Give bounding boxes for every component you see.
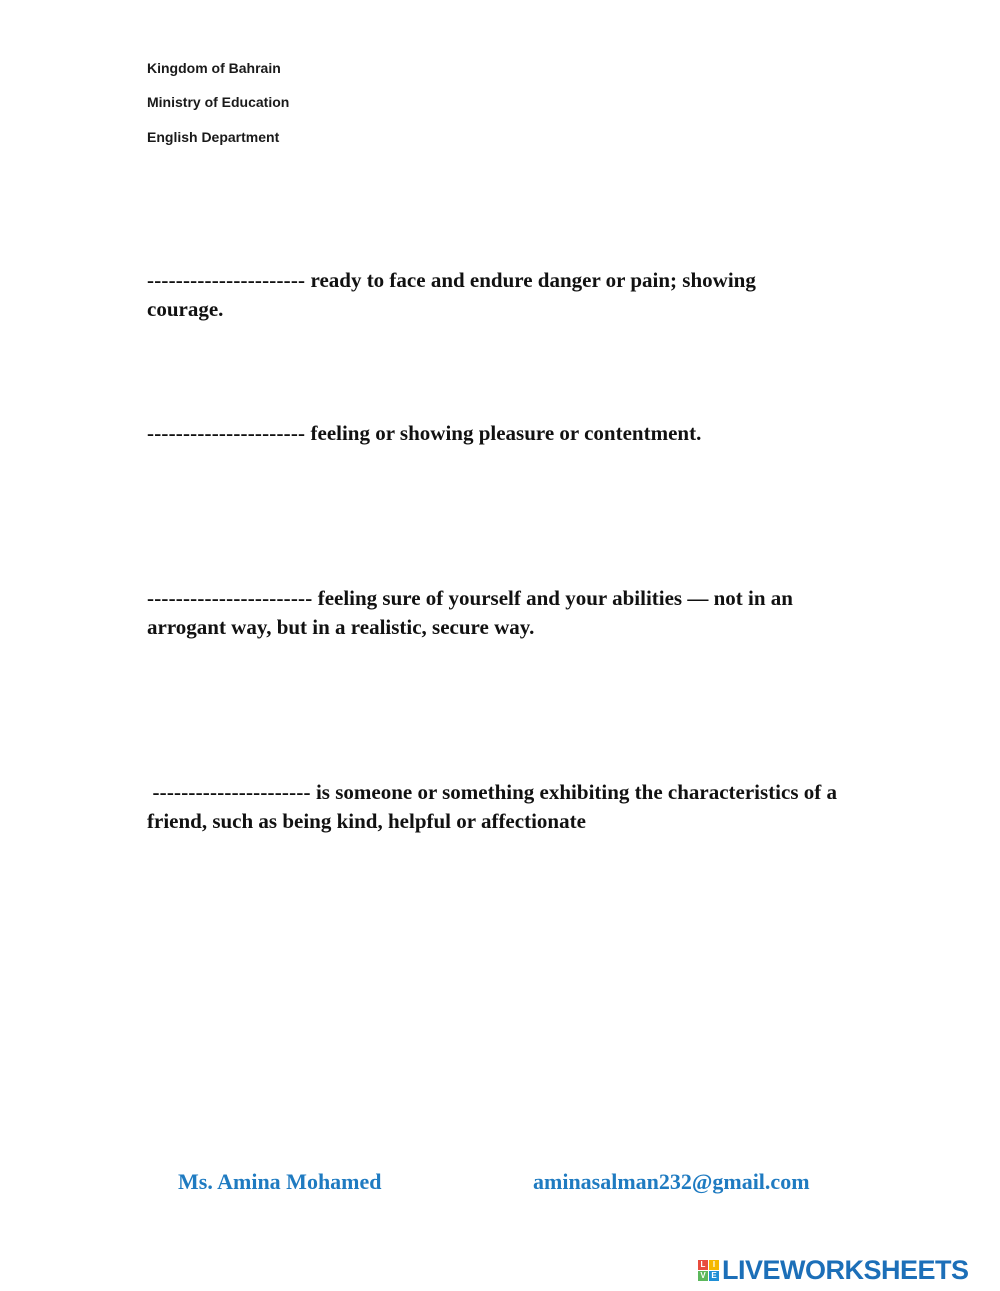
liveworksheets-brand <box>698 1255 969 1285</box>
header-department: English Department <box>147 129 280 145</box>
question-4 <box>147 778 847 836</box>
logo-letter-e: E <box>709 1271 719 1281</box>
question-text: is someone or something exhibiting the characteristics of a friend, such as being kind, helpful or affectionate <box>147 780 838 833</box>
logo-letter-l: L <box>698 1260 708 1270</box>
liveworksheets-logo-icon <box>698 1260 719 1281</box>
question-text: ready to face and endure danger or pain; showing courage. <box>147 268 756 321</box>
header-kingdom: Kingdom of Bahrain <box>147 60 281 76</box>
question-3 <box>147 584 837 642</box>
question-2 <box>147 419 837 448</box>
question-1 <box>147 266 837 324</box>
logo-letter-i: I <box>709 1260 719 1270</box>
question-text: feeling sure of yourself and your abilities — not in an arrogant way, but in a realistic, secure way. <box>147 586 793 639</box>
header-ministry: Ministry of Education <box>147 94 290 110</box>
teacher-name: Ms. Amina Mohamed <box>178 1169 382 1194</box>
teacher-email: aminasalman232@gmail.com <box>533 1169 810 1194</box>
brand-name: LIVEWORKSHEETS <box>722 1255 969 1285</box>
answer-blank: ---------------------- <box>147 268 306 292</box>
question-text: feeling or showing pleasure or contentment. <box>305 421 702 445</box>
answer-blank: ----------------------- <box>147 586 313 610</box>
answer-blank: ---------------------- <box>147 421 306 445</box>
logo-letter-v: V <box>698 1271 708 1281</box>
answer-blank: ---------------------- <box>147 780 311 804</box>
